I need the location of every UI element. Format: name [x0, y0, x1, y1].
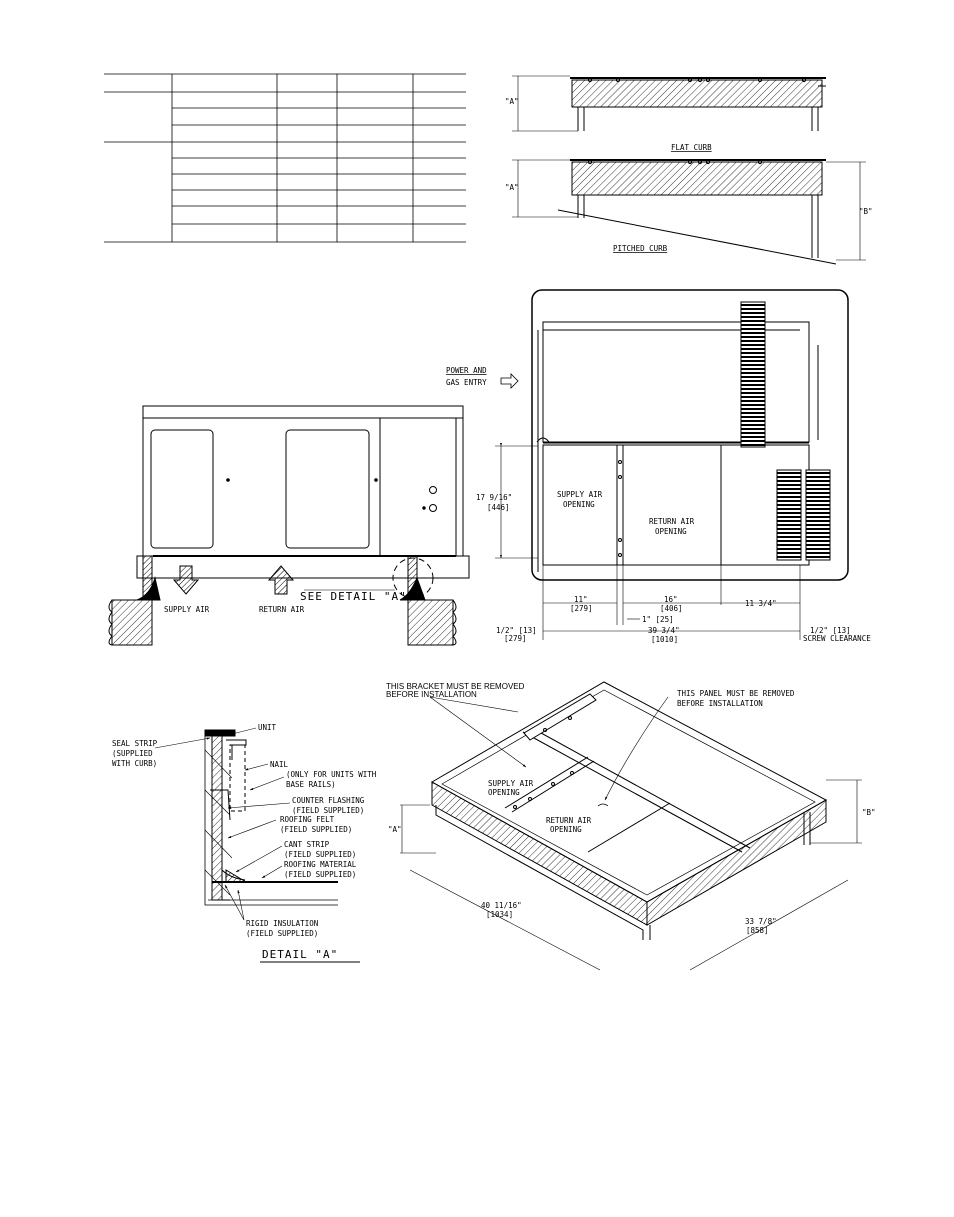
- return-air-arrow: [269, 566, 293, 594]
- pitched-curb-title: PITCHED CURB: [613, 244, 668, 253]
- iso-return-label-2: OPENING: [550, 825, 582, 834]
- detail-a-section: [155, 728, 338, 920]
- roofing-felt-label-1: ROOFING FELT: [280, 815, 335, 824]
- return-opening-label-2: OPENING: [655, 527, 687, 536]
- pitched-curb-profile: [512, 160, 866, 264]
- base-rails-label-1: (ONLY FOR UNITS WITH: [286, 770, 377, 779]
- flat-curb-title: FLAT CURB: [671, 143, 712, 152]
- screw-clearance-label: SCREW CLEARANCE: [803, 634, 871, 643]
- dim-11: 11": [574, 595, 588, 604]
- dimension-table: [104, 74, 466, 242]
- rigid-insulation-label-1: RIGID INSULATION: [246, 919, 319, 928]
- dim-11-34: 11 3/4": [745, 599, 777, 608]
- supply-air-label: SUPPLY AIR: [164, 605, 210, 614]
- iso-dim-b: "B": [862, 808, 876, 817]
- dim-total: 39 3/4": [648, 626, 680, 635]
- bracket-note-2: BEFORE INSTALLATION: [386, 690, 477, 699]
- iso-length: 40 11/16": [481, 901, 522, 910]
- dim-half-right: 1/2" [13]: [810, 626, 851, 635]
- see-detail-label: SEE DETAIL "A": [300, 590, 407, 603]
- cant-strip-label-2: (FIELD SUPPLIED): [284, 850, 357, 859]
- power-entry-label-2: GAS ENTRY: [446, 378, 487, 387]
- dim-half-left-mm: [279]: [504, 634, 527, 643]
- dim-16-mm: [406]: [660, 604, 683, 613]
- iso-dim-a: "A": [388, 825, 402, 834]
- height-dim: 17 9/16": [476, 493, 513, 502]
- seal-strip-label-1: SEAL STRIP: [112, 739, 158, 748]
- cant-strip-label-1: CANT STRIP: [284, 840, 330, 849]
- panel-note-2: BEFORE INSTALLATION: [677, 699, 763, 708]
- unit-top-view: [495, 290, 848, 640]
- unit-label: UNIT: [258, 723, 277, 732]
- dim-16: 16": [664, 595, 678, 604]
- roofing-material-label-2: (FIELD SUPPLIED): [284, 870, 357, 879]
- power-entry-arrow: [501, 374, 518, 388]
- flat-curb-profile: [512, 76, 826, 131]
- iso-width-mm: [858]: [746, 926, 769, 935]
- nail-label: NAIL: [270, 760, 289, 769]
- rigid-insulation-label-2: (FIELD SUPPLIED): [246, 929, 319, 938]
- supply-opening-label-1: SUPPLY AIR: [557, 490, 603, 499]
- panel-note-1: THIS PANEL MUST BE REMOVED: [677, 689, 795, 698]
- dim-half-left: 1/2" [13]: [496, 626, 537, 635]
- curb-isometric-view: [400, 682, 862, 970]
- seal-strip-label-3: WITH CURB): [112, 759, 158, 768]
- pitched-curb-dim-a: "A": [505, 183, 519, 192]
- flat-curb-dim-a: "A": [505, 97, 519, 106]
- return-air-label: RETURN AIR: [259, 605, 305, 614]
- return-opening-label-1: RETURN AIR: [649, 517, 695, 526]
- iso-return-label-1: RETURN AIR: [546, 816, 592, 825]
- dim-1: 1" [25]: [642, 615, 674, 624]
- roofing-felt-label-2: (FIELD SUPPLIED): [280, 825, 353, 834]
- iso-width: 33 7/8": [745, 917, 777, 926]
- counter-flashing-label-2: (FIELD SUPPLIED): [292, 806, 365, 815]
- supply-opening-label-2: OPENING: [563, 500, 595, 509]
- supply-air-arrow: [174, 566, 198, 594]
- iso-length-mm: [1034]: [486, 910, 514, 919]
- dim-11-mm: [279]: [570, 604, 593, 613]
- height-dim-mm: [446]: [487, 503, 510, 512]
- power-entry-label-1: POWER AND: [446, 366, 487, 375]
- iso-supply-label-1: SUPPLY AIR: [488, 779, 534, 788]
- bracket-note-1: THIS BRACKET MUST BE REMOVED: [386, 682, 525, 691]
- base-rails-label-2: BASE RAILS): [286, 780, 336, 789]
- iso-supply-label-2: OPENING: [488, 788, 520, 797]
- roofing-material-label-1: ROOFING MATERIAL: [284, 860, 357, 869]
- pitched-curb-dim-b: "B": [859, 207, 873, 216]
- seal-strip-label-2: (SUPPLIED: [112, 749, 153, 758]
- counter-flashing-label-1: COUNTER FLASHING: [292, 796, 365, 805]
- dim-total-mm: [1010]: [651, 635, 679, 644]
- detail-a-title: DETAIL "A": [262, 948, 339, 961]
